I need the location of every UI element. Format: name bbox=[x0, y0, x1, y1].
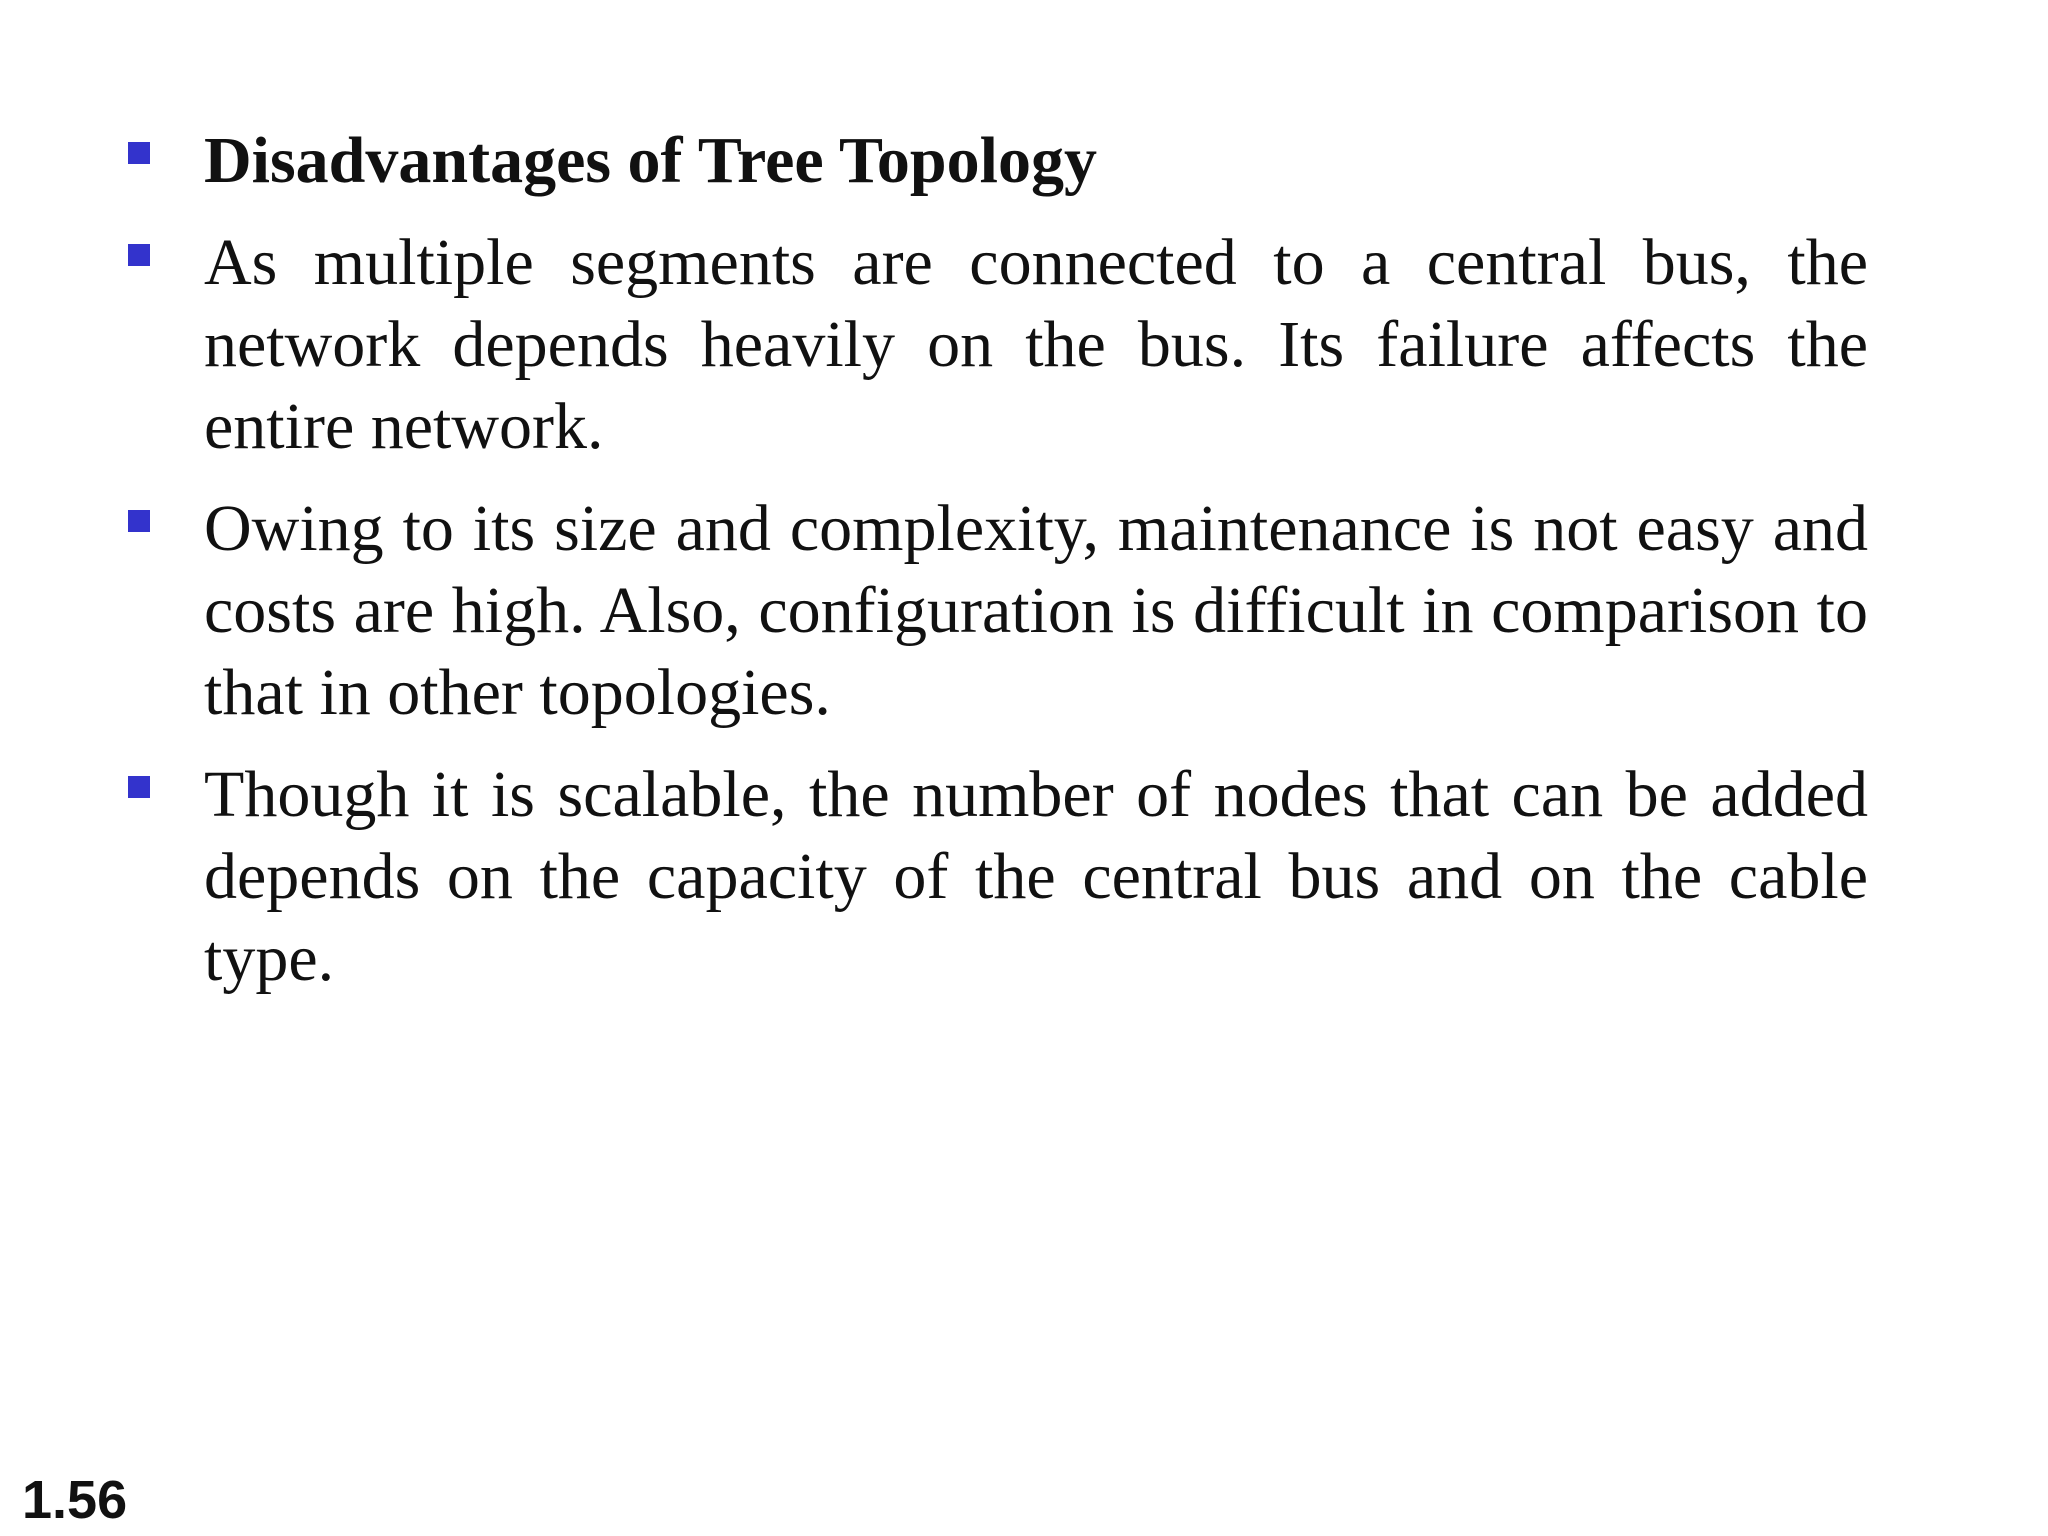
bullet-list bbox=[128, 120, 1868, 1020]
bullet-item-heading bbox=[128, 120, 1868, 202]
slide-number: 1.56 bbox=[22, 1470, 128, 1530]
square-bullet-icon bbox=[128, 244, 150, 266]
square-bullet-icon bbox=[128, 776, 150, 798]
bullet-item bbox=[128, 222, 1868, 468]
bullet-text: Owing to its size and complexity, maintenance is not easy and costs are high. Also, configuration is difficult in comparison to that in other topologies. bbox=[204, 492, 1868, 729]
bullet-item bbox=[128, 488, 1868, 734]
bullet-text: Though it is scalable, the number of nodes that can be added depends on the capacity of the central bus and on the cable type. bbox=[204, 758, 1868, 995]
square-bullet-icon bbox=[128, 510, 150, 532]
bullet-item bbox=[128, 754, 1868, 1000]
slide-heading: Disadvantages of Tree Topology bbox=[204, 124, 1097, 197]
square-bullet-icon bbox=[128, 142, 150, 164]
bullet-text: As multiple segments are connected to a central bus, the network depends heavily on the bus. Its failure affects the entire network. bbox=[204, 226, 1868, 463]
